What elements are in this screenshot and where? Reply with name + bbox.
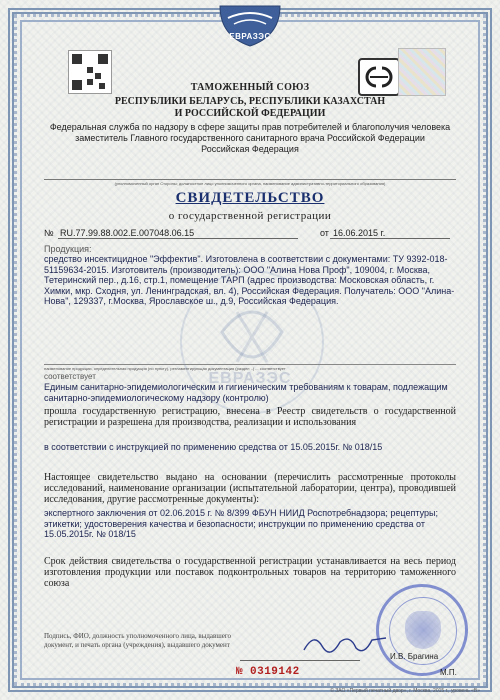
header-divider [44, 179, 456, 180]
conformity-label: соответствует [44, 372, 96, 381]
date-label: от [320, 228, 329, 238]
stamp-place-label: М.П. [440, 668, 457, 677]
basis-statement: Настоящее свидетельство выдано на основании (перечислить рассмотренные протоколы исследований, наименование организации (испытательной лаборатории, центра), проводившей исследования, другие рассмотренные документы): [44, 472, 456, 505]
conformity-caption: наименование продукции, определительная продукция (по пункту), регламентирующая документация (раздел ..) ... соответствует [44, 364, 456, 371]
product-label: Продукция: [44, 244, 92, 254]
registration-date: 16.06.2015 г. [333, 228, 386, 238]
registry-instruction: в соответствии с инструкцией по применению средства от 15.05.2015г. № 018/15 [44, 442, 383, 452]
serial-number: 0319142 [250, 666, 300, 678]
header-union: ТАМОЖЕННЫЙ СОЮЗ [190, 82, 310, 93]
registration-number: RU.77.99.88.002.E.007048.06.15 [60, 228, 195, 238]
number-label: № [44, 228, 54, 238]
registry-statement: прошла государственную регистрацию, внесена в Реестр свидетельств о государственной регистрации и разрешена для производства, реализации и использования [44, 406, 456, 428]
signer-name: И.В. Брагина [390, 652, 439, 661]
product-description: средство инсектицидное "Эффектив". Изготовлена в соответствии с документами: ТУ 9392-018-51159634-2015. Изготовитель (производитель): ООО "Алина Нова Проф", 109004, г. Москва, Тетеринский пер., д.16, стр.1, помещение ТАРП (адрес производства: Московская область, г. Химки, мкр. Сходня, ул. Ленинградская, вл. 4), Российская Федерация. Получатель: ООО "Алина-Нова", 129337, г.Москва, Ярославское ш., д.9, Российская Федерация. [44, 254, 455, 306]
header-agency-line1: Федеральная служба по надзору в сфере защиты прав потребителей и благополучия человека [49, 122, 451, 132]
eurasec-emblem-icon [214, 2, 286, 48]
serial-prefix: № [236, 666, 243, 678]
header-russia: И РОССИЙСКОЙ ФЕДЕРАЦИИ [174, 108, 326, 119]
basis-details: экспертного заключения от 02.06.2015 г. № 8/399 ФБУН НИИД Роспотребнадзора; рецептуры; этикетки; удостоверения качества и безопасности; инструкции по применению средства от 15.05.2015г. № 018/15 [44, 508, 438, 539]
validity-statement: Срок действия свидетельства о государственной регистрации устанавливается на весь период изготовления продукции или поставок подконтрольных товаров на территорию таможенного союза [44, 556, 456, 589]
number-underline [58, 238, 298, 239]
header-agency-line2: заместитель Главного государственного санитарного врача Российской Федерации [75, 133, 425, 143]
conformity-text: Единым санитарно-эпидемиологическим и гигиеническим требованиям к товарам, подлежащим санитарно-эпидемиологическому надзору (контролю) [44, 382, 448, 403]
document-title: СВИДЕТЕЛЬСТВО [175, 190, 325, 206]
header-caption: (уполномоченный орган Стороны; должностное лицо уполномоченного органа, наименование административно-территориального образования) [114, 181, 386, 186]
header-agency-line3: Российская Федерация [201, 144, 299, 154]
signature-note: Подпись, ФИО, должность уполномоченного лица, выдавшего документ, и печать органа (учреждения), выдавшего документ [44, 632, 232, 649]
header-republics: РЕСПУБЛИКИ БЕЛАРУСЬ, РЕСПУБЛИКИ КАЗАХСТАН [114, 96, 386, 107]
emblem-label: ЕВРАЗЭС [229, 32, 271, 41]
signature-line [240, 660, 360, 661]
printer-footer: © ЗАО «Первый печатный двор», г. Москва, 2015 г., уровень «В» [330, 688, 480, 694]
watermark-text: ЕВРАЗЭС [208, 370, 292, 387]
date-underline [330, 238, 450, 239]
handwritten-signature [300, 628, 390, 658]
document-subtitle: о государственной регистрации [168, 210, 332, 222]
